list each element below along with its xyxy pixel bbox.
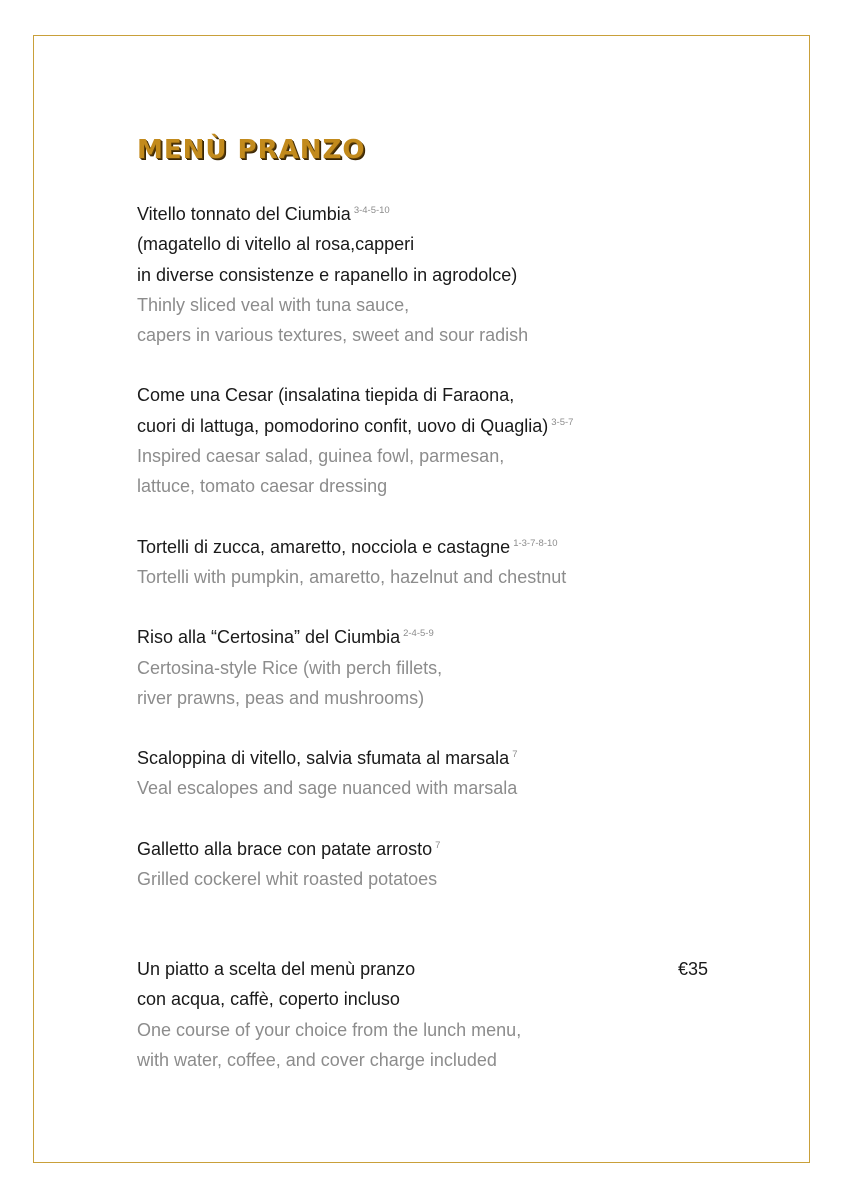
dish-english-line: Tortelli with pumpkin, amaretto, hazelnut and chestnut <box>137 566 567 587</box>
dish-english-line: Veal escalopes and sage nuanced with marsala <box>137 778 518 799</box>
offer-price: €35 <box>677 959 708 979</box>
dish-english-line: Thinly sliced veal with tuna sauce, <box>137 294 410 315</box>
offer-english-line: with water, coffee, and cover charge included <box>137 1049 497 1070</box>
dish-english-line: capers in various textures, sweet and sour radish <box>137 325 529 346</box>
dish-item <box>137 380 717 501</box>
dish-item <box>137 834 717 895</box>
dish-english-line: lattuce, tomato caesar dressing <box>137 476 388 497</box>
dish-item <box>137 622 717 713</box>
dish-italian-line: Scaloppina di vitello, salvia sfumata al marsala $^7$ <box>137 748 518 769</box>
dish-item <box>137 743 717 804</box>
offer-italian-line: con acqua, caffè, coperto incluso <box>137 989 400 1010</box>
allergen-codes: 7 <box>512 749 518 761</box>
dish-item <box>137 532 717 593</box>
dish-english-line: Inspired caesar salad, guinea fowl, parmesan, <box>137 446 505 467</box>
dish-english-line: Grilled cockerel whit roasted potatoes <box>137 869 438 890</box>
dish-italian-line: Vitello tonnato del Ciumbia $^{3-4-5-10}$ <box>137 204 390 224</box>
lunch-offer <box>137 954 717 1075</box>
allergen-codes: 7 <box>435 839 441 851</box>
dish-list <box>137 199 717 924</box>
dish-italian-line: cuori di lattuga, pomodorino confit, uovo di Quaglia) $^{3-5-7}$ <box>137 415 574 436</box>
dish-italian-line: Galletto alla brace con patate arrosto $^7$ <box>137 838 441 859</box>
dish-item <box>137 199 717 350</box>
dish-italian-line: Come una Cesar (insalatina tiepida di Faraona, <box>137 385 515 406</box>
dish-italian-line: (magatello di vitello al rosa,capperi <box>137 234 415 255</box>
allergen-codes: 3-4-5-10 <box>353 205 390 216</box>
allergen-codes: 1-3-7-8-10 <box>513 537 558 549</box>
allergen-codes: 2-4-5-9 <box>403 628 434 640</box>
offer-italian-line: Un piatto a scelta del menù pranzo <box>137 959 416 979</box>
menu-title: MENÙ PRANZO <box>137 135 366 165</box>
dish-italian-line: Tortelli di zucca, amaretto, nocciola e castagne $^{1-3-7-8-10}$ <box>137 536 558 557</box>
allergen-codes: 3-5-7 <box>551 416 574 428</box>
dish-english-line: Certosina-style Rice (with perch fillets, <box>137 657 443 678</box>
offer-english-line: One course of your choice from the lunch menu, <box>137 1019 522 1040</box>
dish-italian-line: in diverse consistenze e rapanello in agrodolce) <box>137 264 518 285</box>
dish-italian-line: Riso alla “Certosina” del Ciumbia $^{2-4-5-9}$ <box>137 627 434 648</box>
dish-english-line: river prawns, peas and mushrooms) <box>137 687 425 708</box>
